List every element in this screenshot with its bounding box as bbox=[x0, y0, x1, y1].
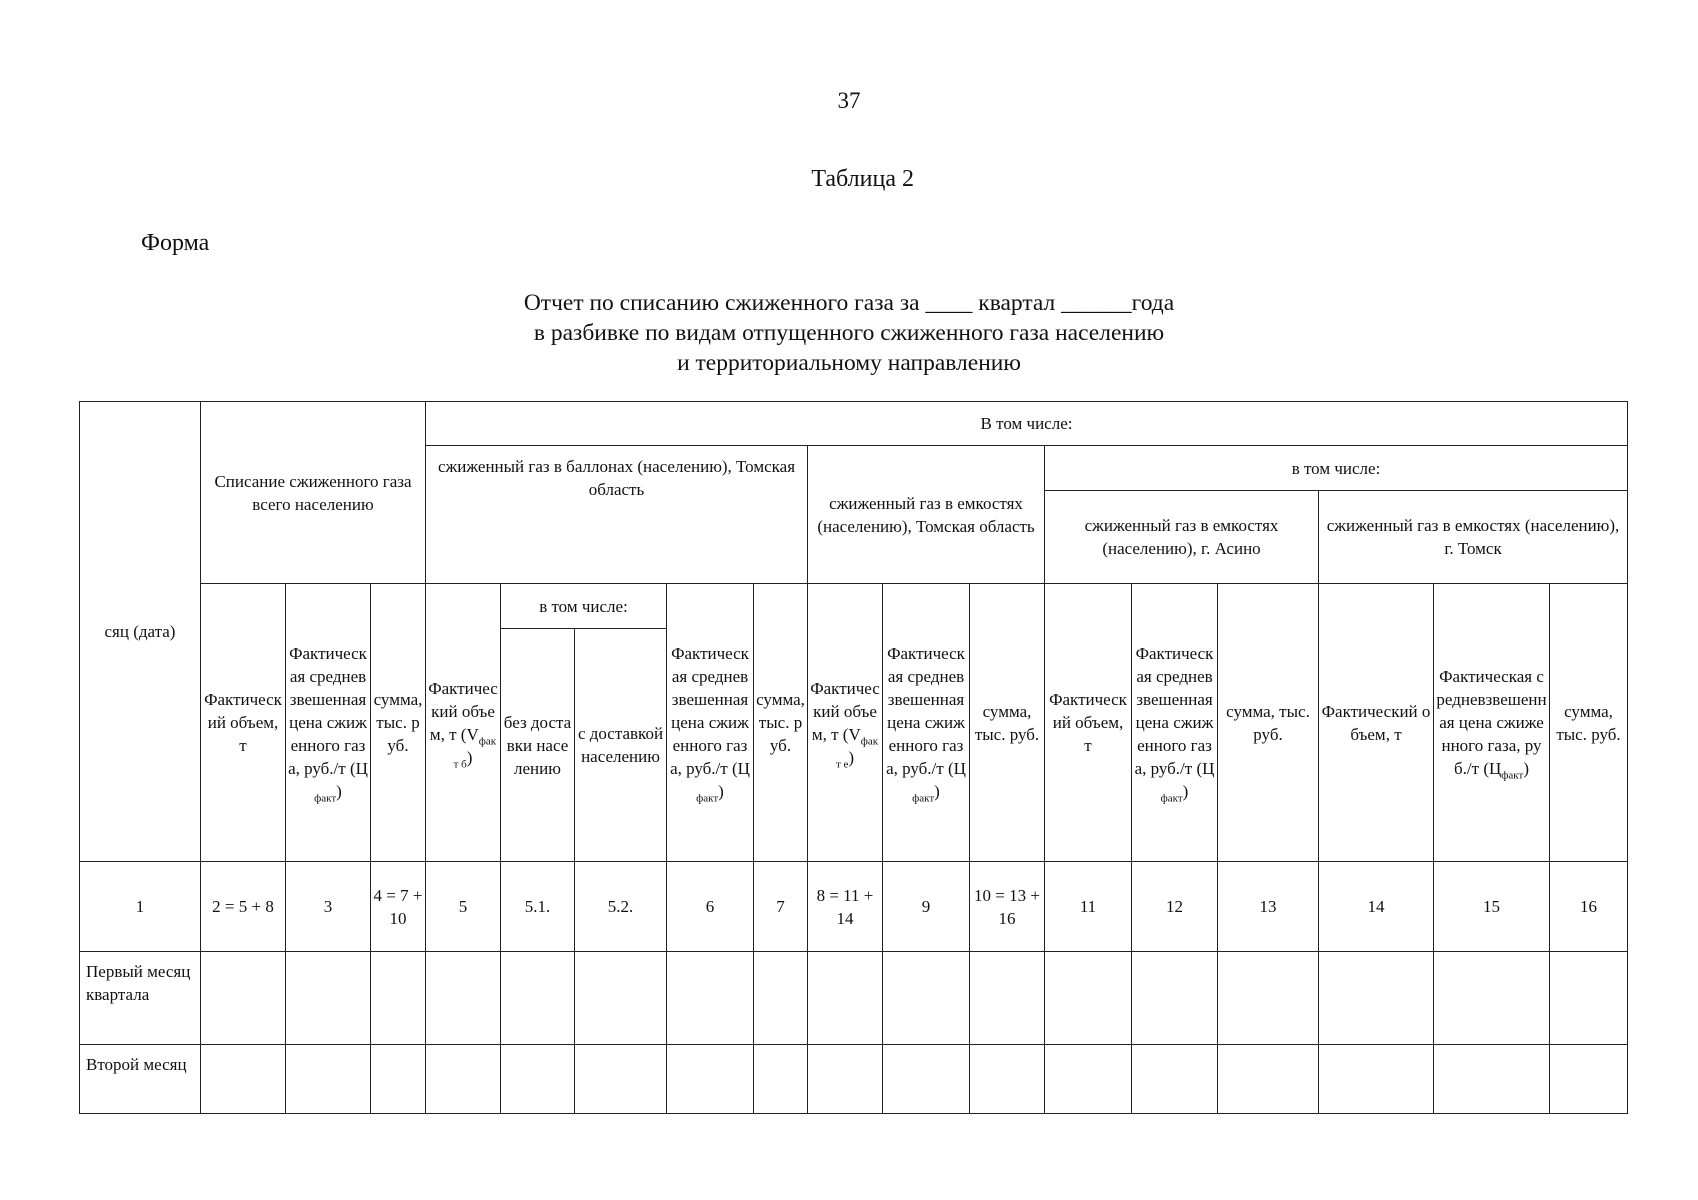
data-cell[interactable] bbox=[754, 952, 808, 1045]
colnum-cell: 5 bbox=[426, 862, 501, 952]
col9-price: Фактическая средневзвешенная цена сжиженного газа, руб./т $(Ц_{факт})$ bbox=[883, 584, 970, 862]
header-tanks: сжиженный газ в емкостях (населению), Томская область bbox=[808, 446, 1045, 584]
col2-volume: Фактический объем, т bbox=[201, 584, 286, 862]
header-including-3: в том числе: bbox=[501, 584, 667, 629]
data-cell[interactable] bbox=[426, 952, 501, 1045]
data-cell[interactable] bbox=[754, 1045, 808, 1114]
colnum-cell: 16 bbox=[1550, 862, 1628, 952]
header-month: сяц (дата) bbox=[80, 402, 201, 862]
header-tanks-tomsk: сжиженный газ в емкостях (населению), г. Томск bbox=[1319, 491, 1628, 584]
data-cell[interactable] bbox=[883, 1045, 970, 1114]
data-cell[interactable] bbox=[286, 952, 371, 1045]
colnum-cell: 6 bbox=[667, 862, 754, 952]
header-cylinders: сжиженный газ в баллонах (населению), Томская область bbox=[426, 446, 808, 584]
column-numbers-row bbox=[80, 862, 1628, 952]
data-cell[interactable] bbox=[1218, 952, 1319, 1045]
colnum-cell: 5.1. bbox=[501, 862, 575, 952]
title-line-1: Отчет по списанию сжиженного газа за ____ квартал ______года bbox=[523, 290, 1175, 316]
col15-price: Фактическая средневзвешенная цена сжиженного газа, руб./т $(Ц_{факт})$ bbox=[1434, 584, 1550, 862]
data-cell[interactable] bbox=[1132, 952, 1218, 1045]
header-including-2: в том числе: bbox=[1045, 446, 1628, 491]
data-cell[interactable] bbox=[808, 1045, 883, 1114]
title-line-3: и территориальному направлению bbox=[677, 350, 1021, 376]
col8-volume-tanks: Фактический объем, т $(V_{факт е})$ bbox=[808, 584, 883, 862]
data-cell[interactable] bbox=[667, 952, 754, 1045]
colnum-cell: 2 = 5 + 8 bbox=[201, 862, 286, 952]
colnum-cell: 15 bbox=[1434, 862, 1550, 952]
col10-sum: сумма, тыс. руб. bbox=[970, 584, 1045, 862]
data-cell[interactable] bbox=[575, 1045, 667, 1114]
header-tanks-asino: сжиженный газ в емкостях (населению), г. Асино bbox=[1045, 491, 1319, 584]
data-cell[interactable] bbox=[1132, 1045, 1218, 1114]
colnum-cell: 12 bbox=[1132, 862, 1218, 952]
data-cell[interactable] bbox=[1550, 1045, 1628, 1114]
data-cell[interactable] bbox=[1319, 1045, 1434, 1114]
colnum-cell: 11 bbox=[1045, 862, 1132, 952]
colnum-cell: 7 bbox=[754, 862, 808, 952]
table-row bbox=[80, 1045, 1628, 1114]
table-caption: Таблица 2 bbox=[811, 166, 914, 192]
header-total-writeoff: Списание сжиженного газа всего населению bbox=[201, 402, 426, 584]
colnum-cell: 14 bbox=[1319, 862, 1434, 952]
colnum-cell: 5.2. bbox=[575, 862, 667, 952]
col16-sum: сумма, тыс. руб. bbox=[1550, 584, 1628, 862]
data-cell[interactable] bbox=[501, 1045, 575, 1114]
form-label: Форма bbox=[141, 230, 210, 256]
title-line-2: в разбивке по видам отпущенного сжиженного газа населению bbox=[533, 320, 1165, 346]
row-label-first-month: Первый месяц квартала bbox=[80, 952, 201, 1045]
data-cell[interactable] bbox=[667, 1045, 754, 1114]
data-cell[interactable] bbox=[1218, 1045, 1319, 1114]
col13-sum: сумма, тыс. руб. bbox=[1218, 584, 1319, 862]
report-table bbox=[79, 401, 1628, 1114]
document-title bbox=[0, 288, 1698, 378]
col6-price: Фактическая средневзвешенная цена сжиженного газа, руб./т $(Ц_{факт})$ bbox=[667, 584, 754, 862]
data-cell[interactable] bbox=[1550, 952, 1628, 1045]
data-cell[interactable] bbox=[970, 952, 1045, 1045]
data-cell[interactable] bbox=[970, 1045, 1045, 1114]
colnum-cell: 9 bbox=[883, 862, 970, 952]
col5-volume-cylinders: Фактический объем, т $(V_{факт б})$ bbox=[426, 584, 501, 862]
data-cell[interactable] bbox=[883, 952, 970, 1045]
colnum-cell: 13 bbox=[1218, 862, 1319, 952]
data-cell[interactable] bbox=[808, 952, 883, 1045]
data-cell[interactable] bbox=[371, 1045, 426, 1114]
col5-1-no-delivery: без доставки населению bbox=[501, 629, 575, 862]
colnum-cell: 8 = 11 + 14 bbox=[808, 862, 883, 952]
col11-volume: Фактический объем, т bbox=[1045, 584, 1132, 862]
data-cell[interactable] bbox=[201, 952, 286, 1045]
data-cell[interactable] bbox=[1319, 952, 1434, 1045]
colnum-cell: 10 = 13 + 16 bbox=[970, 862, 1045, 952]
col12-price: Фактическая средневзвешенная цена сжиженного газа, руб./т $(Ц_{факт})$ bbox=[1132, 584, 1218, 862]
data-cell[interactable] bbox=[575, 952, 667, 1045]
data-cell[interactable] bbox=[286, 1045, 371, 1114]
colnum-cell: 3 bbox=[286, 862, 371, 952]
data-cell[interactable] bbox=[426, 1045, 501, 1114]
col5-2-delivery: с доставкой населению bbox=[575, 629, 667, 862]
data-cell[interactable] bbox=[1434, 1045, 1550, 1114]
data-cell[interactable] bbox=[371, 952, 426, 1045]
data-cell[interactable] bbox=[1434, 952, 1550, 1045]
table-row bbox=[80, 952, 1628, 1045]
col7-sum: сумма, тыс. руб. bbox=[754, 584, 808, 862]
colnum-cell: 4 = 7 + 10 bbox=[371, 862, 426, 952]
row-label-second-month: Второй месяц bbox=[80, 1045, 201, 1114]
data-cell[interactable] bbox=[201, 1045, 286, 1114]
col14-volume: Фактический объем, т bbox=[1319, 584, 1434, 862]
header-including: В том числе: bbox=[426, 402, 1628, 446]
data-cell[interactable] bbox=[1045, 952, 1132, 1045]
price-label: Фактическая средневзвешенная цена сжиженного газа, руб./т bbox=[288, 644, 367, 778]
colnum-cell: 1 bbox=[80, 862, 201, 952]
data-cell[interactable] bbox=[501, 952, 575, 1045]
page-number: 37 bbox=[837, 88, 861, 113]
col3-price: Фактическая средневзвешенная цена сжиженного газа, руб./т $(Ц_{факт})$ bbox=[286, 584, 371, 862]
data-cell[interactable] bbox=[1045, 1045, 1132, 1114]
col4-sum: сумма, тыс. руб. bbox=[371, 584, 426, 862]
